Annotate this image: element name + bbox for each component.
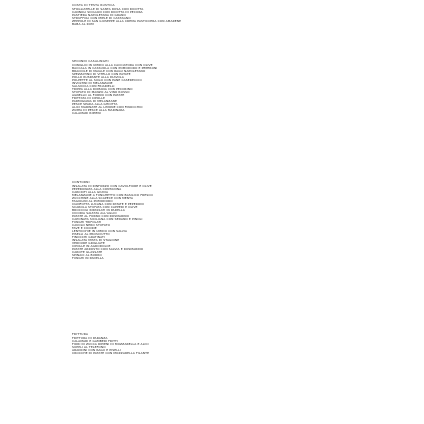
list-item: PESCE SPADA ALLA GHIOTTA	[72, 103, 118, 106]
list-item: PISELLI AL PROSCIUTTO	[72, 233, 110, 236]
list-item: BABÀ AL RUM	[72, 23, 94, 26]
list-item: CROCCHÈ DI PATATE CON MOZZARELLA FILANTE	[72, 352, 150, 355]
section-desserts	[72, 4, 282, 26]
list-item: FUNGHI TRIFOLATI	[72, 221, 102, 224]
section-fried	[72, 333, 282, 355]
list-item: STUFATO DI MANZO AL VINO ROSSO	[72, 91, 130, 94]
list-item: INVOLTINI DI MELANZANE	[72, 82, 113, 85]
list-item: FINOCCHI GRATINATI	[72, 236, 105, 239]
list-item: MELANZANE A FUNGHETTO CON BASILICO FRESCO	[72, 194, 153, 197]
list-item: STRUFFOLI CON MIELE DI CASTAGNO	[72, 17, 131, 20]
list-item: CAROTE GLASSATE	[72, 251, 103, 254]
list-item: POLLO RUSPANTE ALLA DIAVOLA	[72, 76, 124, 79]
list-item: CONIGLIO IN UMIDO ALLA CACCIATORA CON OLIVE	[72, 64, 153, 67]
list-item: FAGIOLINI AL POMODORO	[72, 200, 113, 203]
list-item: ZEPPOLE DI SAN GIUSEPPE ALLA CREMA PASTICCERA CON AMARENE	[72, 20, 182, 23]
list-item: BROCCOLI RIPASSATI IN PADELLA	[72, 209, 125, 212]
list-item: PATATE AL FORNO CON ROSMARINO	[72, 215, 130, 218]
list-item: ALICI MARINATE AL LIMONE CON FINOCCHIO	[72, 106, 143, 109]
list-item: ZUPPA DI PESCE ALLA MARINARA	[72, 109, 125, 112]
list-item: CIPOLLE IN AGRODOLCE	[72, 245, 111, 248]
list-item: FRITTATA DI CIPOLLE	[72, 97, 105, 100]
list-item: LENTICCHIE IN UMIDO CON SALVIA	[72, 230, 128, 233]
list-item: POLPETTE AL SUGO CON PANE CASERECCIO	[72, 79, 142, 82]
list-item: PEPERONATA ALLA CONTADINA	[72, 188, 122, 191]
list-item: AGNELLO AL FORNO CON PATATE	[72, 94, 125, 97]
list-item: CALAMARI RIPIENI	[72, 112, 101, 115]
list-item: PARMIGIANA DI MELANZANE	[72, 100, 117, 103]
list-item: BACCALÀ IN CASSUOLA CON POMODORO E PEPERONI	[72, 67, 158, 70]
section-side-dishes	[72, 181, 282, 260]
list-item: SPINACI AL BURRO	[72, 254, 102, 257]
list-item: SFOGLIATELLE DI SANTA ROSA CON RICOTTA	[72, 8, 144, 11]
list-item: PASTIERA NAPOLETANA DI GRANO	[72, 14, 126, 17]
list-item: SPEZZATINO DI VITELLO CON PATATE	[72, 73, 131, 76]
list-item: SALSICCIA CON FRIARIELLI	[72, 85, 115, 88]
list-item: CAPONATA SICILIANA CON SEDANO E PINOLI	[72, 218, 143, 221]
list-item: VERDURE GRIGLIATE	[72, 242, 105, 245]
list-item: SUPPLÌ AL TELEFONO	[72, 346, 106, 349]
list-item: INSALATA MISTA DI STAGIONE	[72, 239, 120, 242]
list-item: BRACIOLE DI MAIALE CON RAGÙ NAPOLETANO	[72, 70, 146, 73]
section-heading: SECONDI CASALINGHI	[72, 60, 109, 63]
section-heading: CONTORNI	[72, 181, 90, 184]
list-item: TRIPPA ALLA ROMANA CON PECORINO	[72, 88, 133, 91]
list-item: FUNGHI IN PADELLA	[72, 257, 104, 260]
list-item: CALAMARI E GAMBERI FRITTI	[72, 340, 118, 343]
list-item: ZUCCHINE ALLA SCAPECE CON MENTA	[72, 197, 133, 200]
list-item: CAVOLO NERO STUFATO	[72, 224, 111, 227]
list-item: CARCIOFI ALLA GIUDIA	[72, 191, 109, 194]
list-item: ARANCINI CON RAGÙ E PISELLI	[72, 349, 121, 352]
section-main-courses	[72, 60, 282, 115]
section-heading: FRITTURA	[72, 333, 89, 336]
list-item: SCAROLA STUFATA CON CAPPERI E OLIVE	[72, 206, 138, 209]
list-item: INSALATA DI RINFORZO CON CAVOLFIORE E OLIVE	[72, 185, 152, 188]
section-heading: COSTA DI TESTA RUSTICA	[72, 4, 115, 7]
list-item: CANNOLI SICILIANI CON RICOTTA DI PECORA	[72, 11, 143, 14]
list-item: PATATE ARROSTO CON SALVIA E ROSMARINO	[72, 248, 144, 251]
list-item: FAVE E CICORIE	[72, 227, 97, 230]
list-item: FRITTURA DI PARANZA	[72, 337, 108, 340]
list-item: FIORI DI ZUCCA RIPIENI DI MOZZARELLA E ALICI	[72, 343, 149, 346]
list-item: CICORIA SALTATA ALL'AGLIO	[72, 212, 117, 215]
list-item: CIANFOTTA LUCANA CON PATATE E PEPERONI	[72, 203, 144, 206]
